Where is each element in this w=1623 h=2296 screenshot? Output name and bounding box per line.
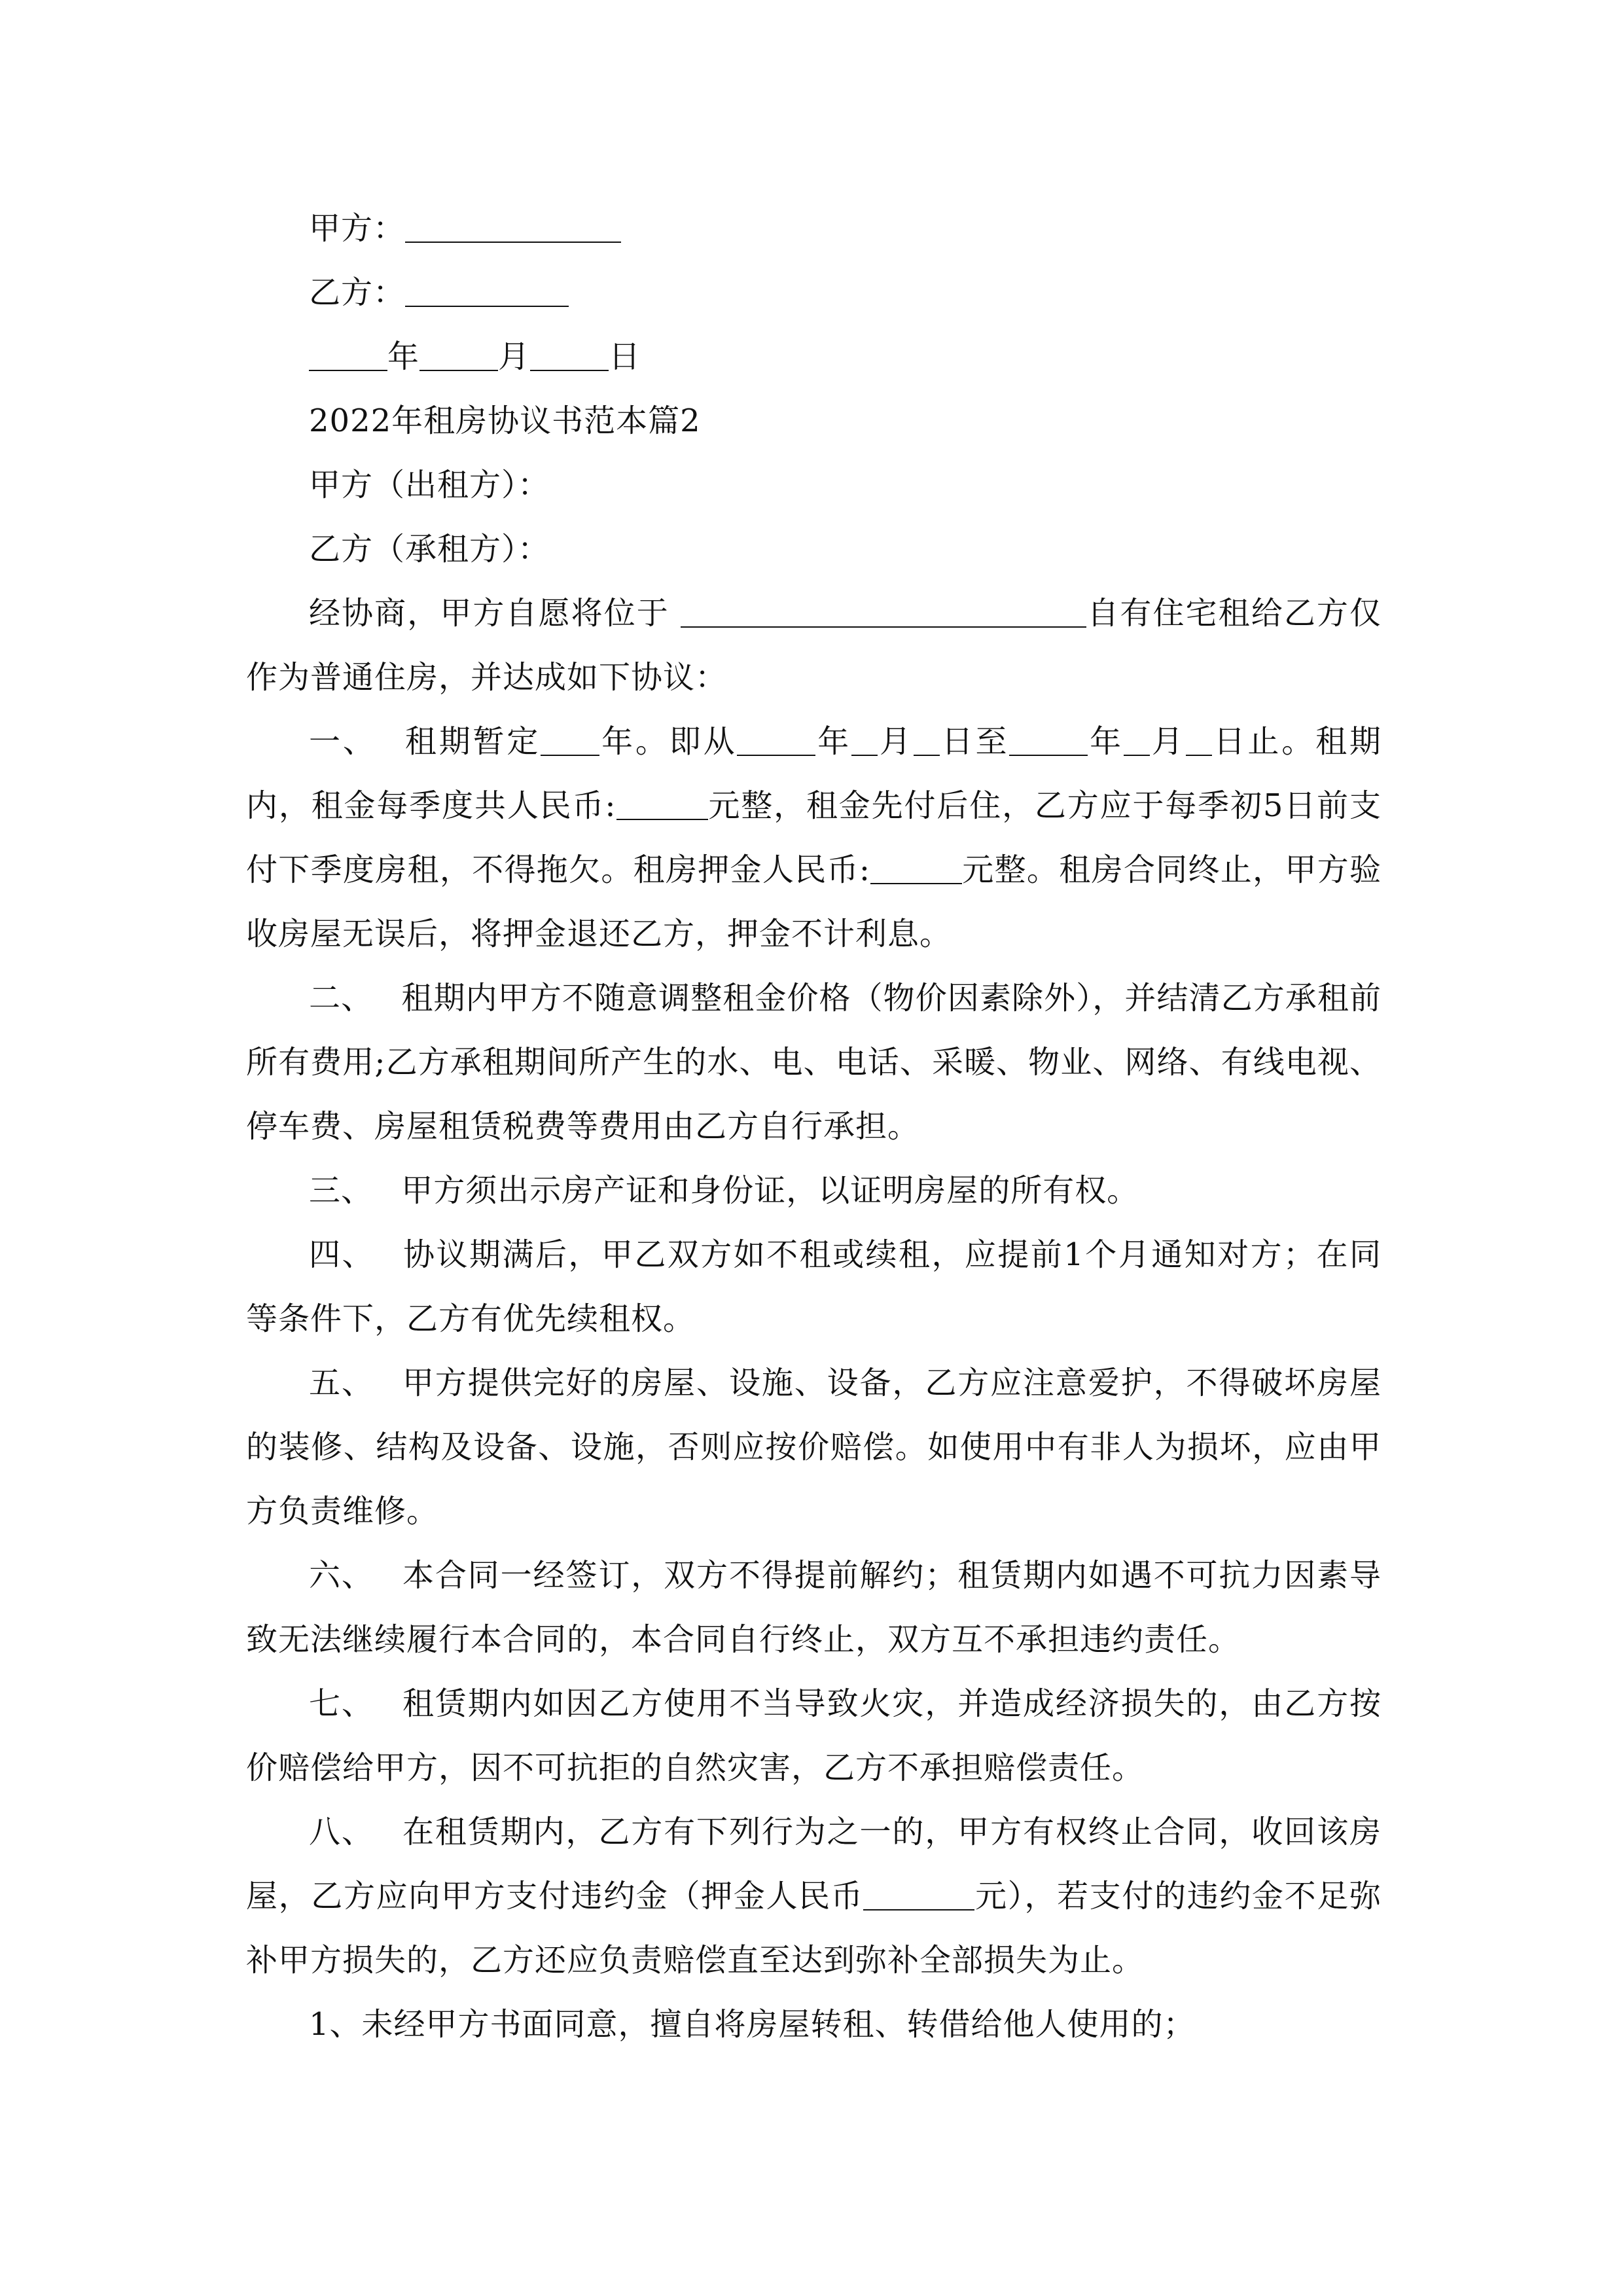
clause-4: 四、 协议期满后，甲乙双方如不租或续租，应提前1个月通知对方；在同等条件下，乙方有优先续租权。: [246, 1236, 1382, 1337]
tenant-line: 乙方（承租方）：: [309, 531, 550, 567]
end-year-blank: [1009, 718, 1088, 756]
party-b-signature-line: 乙方：: [246, 260, 1382, 325]
start-year-blank: [737, 718, 815, 756]
year-blank: [309, 333, 387, 371]
rent-amount-blank: [616, 782, 708, 820]
end-month-blank: [1124, 718, 1150, 756]
start-day-blank: [914, 718, 940, 756]
document-body: [246, 196, 1382, 2056]
landlord-line: 甲方（出租方）：: [309, 467, 550, 503]
date-line: 年 月 日: [246, 325, 1382, 389]
term-blank: [541, 718, 599, 756]
day-blank: [530, 333, 609, 371]
penalty-amount-blank: [863, 1873, 974, 1910]
address-blank: [681, 590, 1086, 628]
clause-8-item-1: 1、未经甲方书面同意，擅自将房屋转租、转借给他人使用的；: [309, 2006, 1196, 2043]
section-heading: 2022年租房协议书范本篇2: [309, 403, 701, 439]
party-a-blank: [405, 205, 621, 243]
month-blank: [419, 333, 498, 371]
party-b-blank: [405, 269, 569, 307]
intro-paragraph: 经协商，甲方自愿将位于 自有住宅租给乙方仅作为普通住房，并达成如下协议：: [246, 581, 1382, 709]
start-month-blank: [851, 718, 878, 756]
clause-7: 七、 租赁期内如因乙方使用不当导致火灾，并造成经济损失的，由乙方按价赔偿给甲方，因不可抗拒的自然灾害，乙方不承担赔偿责任。: [246, 1685, 1382, 1786]
clause-6: 六、 本合同一经签订，双方不得提前解约；租赁期内如遇不可抗力因素导致无法继续履行本合同的，本合同自行终止，双方互不承担违约责任。: [246, 1557, 1382, 1658]
clause-3: 三、 甲方须出示房产证和身份证，以证明房屋的所有权。: [309, 1172, 1139, 1209]
end-day-blank: [1186, 718, 1212, 756]
party-a-signature-line: 甲方：: [246, 196, 1382, 260]
clause-5: 五、 甲方提供完好的房屋、设施、设备，乙方应注意爱护，不得破坏房屋的装修、结构及设备、设施，否则应按价赔偿。如使用中有非人为损坏，应由甲方负责维修。: [246, 1365, 1382, 1530]
clause-1: 一、 租期暂定 年。即从 年 月 日至 年 月 日止。租期内，租金每季度共人民币: 元整，租金先付后住，乙方应于每季初5日前支付下季度房租，不得拖欠。租房押金人民币: 元整。租房合同终止，甲方验收房屋无误后，将押金退还乙方，押金不计利息。: [246, 709, 1382, 966]
deposit-amount-blank: [870, 846, 962, 884]
clause-8: 八、 在租赁期内，乙方有下列行为之一的，甲方有权终止合同，收回该房屋，乙方应向甲方支付违约金（押金人民币 元），若支付的违约金不足弥补甲方损失的，乙方还应负责赔偿直至达到弥补全部损失为止。: [246, 1814, 1382, 1979]
clause-2: 二、 租期内甲方不随意调整租金价格（物价因素除外），并结清乙方承租前所有费用;乙方承租期间所产生的水、电、电话、采暖、物业、网络、有线电视、停车费、房屋租赁税费等费用由乙方自行承担。: [246, 980, 1382, 1145]
